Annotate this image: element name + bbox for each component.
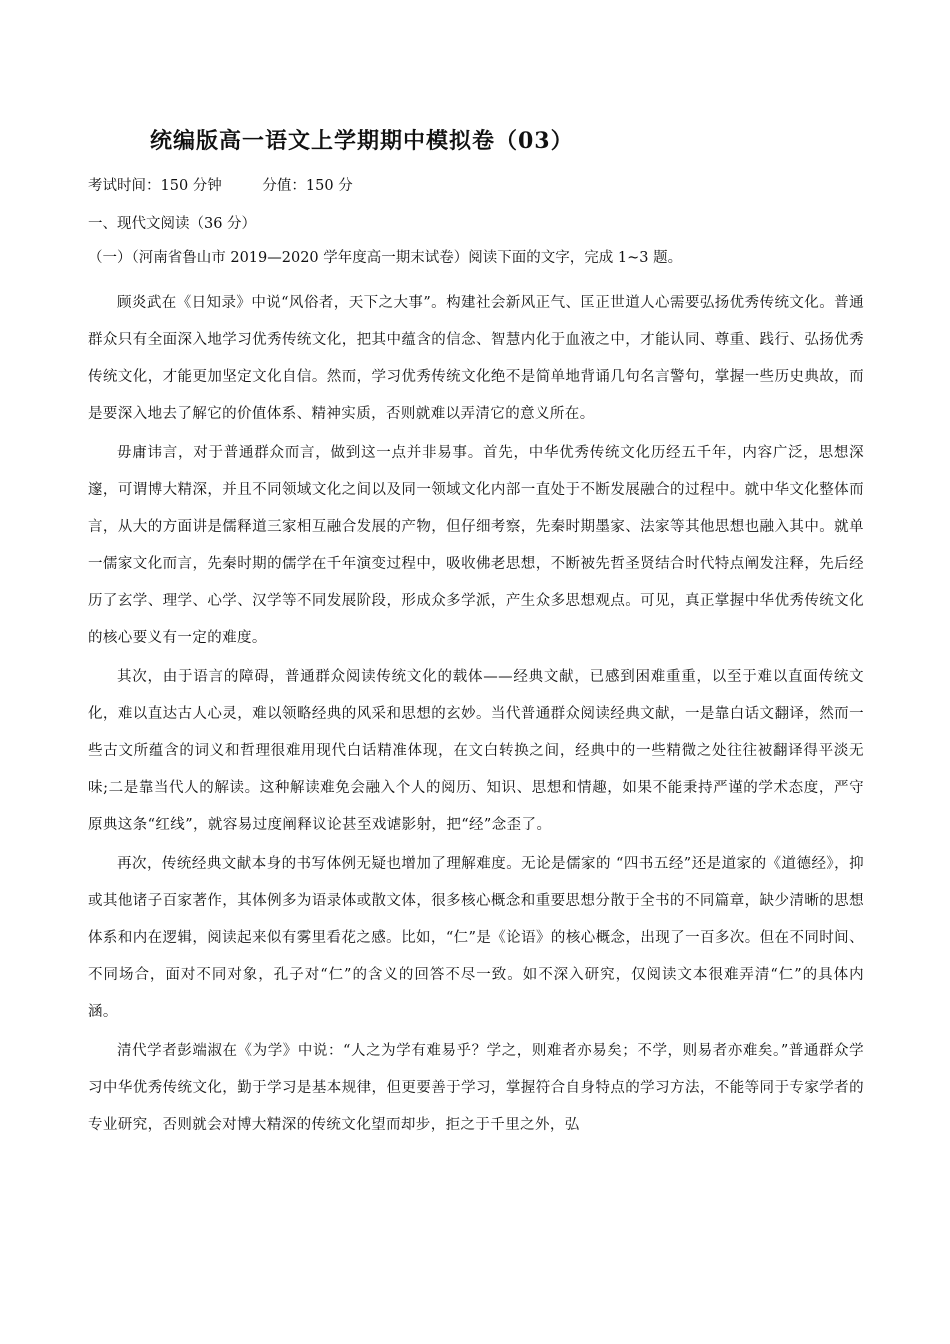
page-title: 统编版高一语文上学期期中模拟卷（03） xyxy=(150,128,574,154)
section-heading: 一、现代文阅读（36 分） xyxy=(88,216,257,232)
passage-paragraph: 其次，由于语言的障碍，普通群众阅读传统文化的载体——经典文献，已感到困难重重，以至于难以直面传统文化，难以直达古人心灵，难以领略经典的风采和思想的玄妙。当代普通群众阅读经典文献，一是靠白话文翻译，然而一些古文所蕴含的词义和哲理很难用现代白话精准体现，在文白转换之间，经典中的一些精微之处往往被翻译得平淡无味;二是靠当代人的解读。这种解读难免会融入个人的阅历、知识、思想和情趣，如果不能秉持严谨的学术态度，严守原典这条“红线”，就容易过度阐释议论甚至戏谑影射，把“经”念歪了。 xyxy=(88,669,864,833)
passage-paragraph: 顾炎武在《日知录》中说“风俗者，天下之大事”。构建社会新风正气、匡正世道人心需要弘扬优秀传统文化。普通群众只有全面深入地学习优秀传统文化，把其中蕴含的信念、智慧内化于血液之中，才能认同、尊重、践行、弘扬优秀传统文化，才能更加坚定文化自信。然而，学习优秀传统文化绝不是简单地背诵几句名言警句，掌握一些历史典故，而是要深入地去了解它的价值体系、精神实质，否则就难以弄清它的意义所在。 xyxy=(88,295,864,422)
passage-paragraph: 清代学者彭端淑在《为学》中说：“人之为学有难易乎？学之，则难者亦易矣；不学，则易者亦难矣。”普通群众学习中华优秀传统文化，勤于学习是基本规律，但更要善于学习，掌握符合自身特点的学习方法，不能等同于专家学者的专业研究，否则就会对博大精深的传统文化望而却步，拒之于千里之外，弘 xyxy=(88,1043,864,1133)
passage-paragraph: 毋庸讳言，对于普通群众而言，做到这一点并非易事。首先，中华优秀传统文化历经五千年，内容广泛，思想深邃，可谓博大精深，并且不同领域文化之间以及同一领域文化内部一直处于不断发展融合的过程中。就中华文化整体而言，从大的方面讲是儒释道三家相互融合发展的产物，但仔细考察，先秦时期墨家、法家等其他思想也融入其中。就单一儒家文化而言，先秦时期的儒学在千年演变过程中，吸收佛老思想，不断被先哲圣贤结合时代特点阐发注释，先后经历了玄学、理学、心学、汉学等不同发展阶段，形成众多学派，产生众多思想观点。可见，真正掌握中华优秀传统文化的核心要义有一定的难度。 xyxy=(88,445,864,646)
exam-time: 考试时间：150 分钟 xyxy=(88,178,222,194)
exam-score: 分值：150 分 xyxy=(262,178,353,194)
reading-passage xyxy=(88,285,864,1146)
passage-paragraph: 再次，传统经典文献本身的书写体例无疑也增加了理解难度。无论是儒家的 “四书五经”还是道家的《道德经》，抑或其他诸子百家著作，其体例多为语录体或散文体，很多核心概念和重要思想分散于全书的不同篇章，缺少清晰的思想体系和内在逻辑，阅读起来似有雾里看花之感。比如，“仁”是《论语》的核心概念，出现了一百多次。但在不同时间、不同场合，面对不同对象，孔子对“仁”的含义的回答不尽一致。如不深入研究，仅阅读文本很难弄清“仁”的具体内涵。 xyxy=(88,856,864,1020)
exam-meta xyxy=(88,174,353,195)
passage-source: （一）（河南省鲁山市 2019—2020 学年度高一期末试卷）阅读下面的文字，完成 1~3 题。 xyxy=(88,250,683,266)
